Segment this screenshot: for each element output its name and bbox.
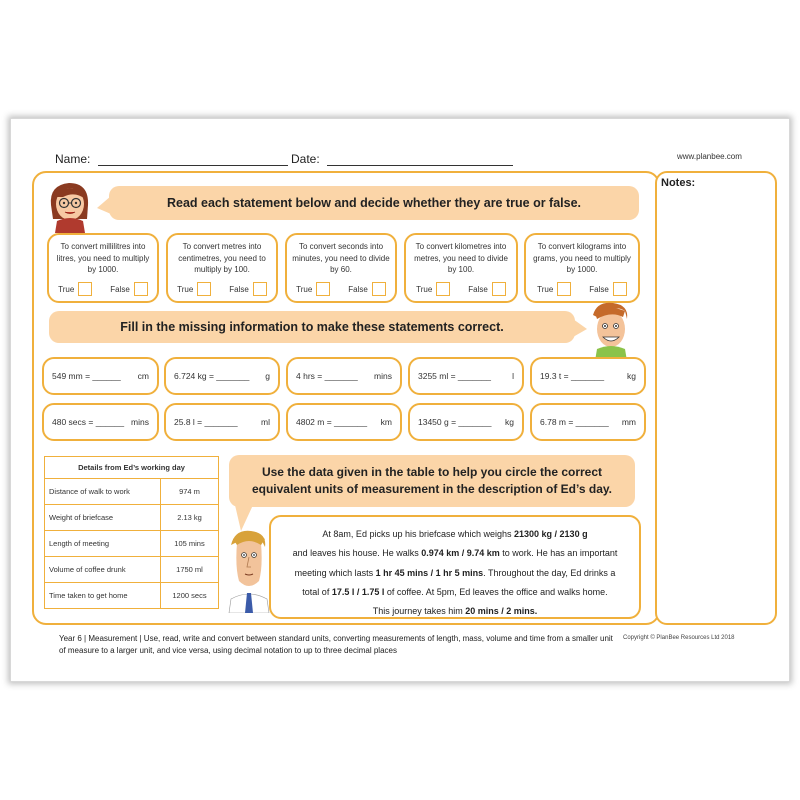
table-row	[45, 557, 219, 583]
story-part: of coffee. At 5pm, Ed leaves the office and walks home.	[384, 587, 608, 598]
conversion-box[interactable]	[164, 357, 280, 395]
false-checkbox[interactable]	[134, 282, 148, 296]
banner-circle-units	[229, 455, 635, 507]
true-checkbox[interactable]	[78, 282, 92, 296]
tf-statement: To convert kilograms into grams, you need to multiply by 1000.	[533, 242, 631, 275]
false-checkbox[interactable]	[372, 282, 386, 296]
conversion-box[interactable]	[42, 357, 159, 395]
website-text: www.planbee.com	[677, 152, 742, 161]
row-label: Time taken to get home	[45, 583, 161, 609]
table-row	[45, 583, 219, 609]
worksheet-page	[10, 118, 790, 682]
true-label: True	[58, 284, 75, 294]
conversion-box[interactable]	[164, 403, 280, 441]
row-value: 2.13 kg	[161, 505, 219, 531]
name-label: Name:	[55, 152, 91, 166]
conversion-box[interactable]	[408, 403, 524, 441]
conversion-question: 19.3 t = _______	[540, 371, 605, 381]
tf-statement: To convert millilitres into litres, you need to multiply by 1000.	[56, 242, 150, 275]
conversion-unit: kg	[627, 371, 636, 381]
answer-choice-coffee[interactable]: 17.5 l / 1.75 l	[331, 587, 385, 598]
tf-card-2	[166, 233, 278, 303]
conversion-question: 549 mm = ______	[52, 371, 121, 381]
date-label: Date:	[291, 152, 320, 166]
date-line	[327, 154, 513, 166]
boy-avatar	[585, 299, 635, 361]
true-label: True	[177, 284, 194, 294]
conversion-unit: km	[380, 417, 392, 427]
ed-details-table	[44, 456, 219, 609]
story-part: This journey takes him	[372, 606, 466, 617]
answer-choice-journey[interactable]: 20 mins / 2 mins.	[465, 606, 538, 617]
conversion-question: 4802 m = _______	[296, 417, 368, 427]
row-value: 1750 ml	[161, 557, 219, 583]
false-checkbox[interactable]	[253, 282, 267, 296]
conversion-question: 25.8 l = _______	[174, 417, 238, 427]
true-checkbox[interactable]	[316, 282, 330, 296]
name-field[interactable]	[55, 152, 288, 166]
conversion-question: 480 secs = ______	[52, 417, 125, 427]
row-value: 1200 secs	[161, 583, 219, 609]
banner-true-false	[109, 186, 639, 220]
conversion-box[interactable]	[286, 357, 402, 395]
conversion-question: 4 hrs = _______	[296, 371, 358, 381]
banner-circle-units-line2: equivalent units of measurement in the description of Ed’s day.	[251, 482, 613, 496]
table-title: Details from Ed’s working day	[45, 457, 219, 479]
tf-card-4	[404, 233, 518, 303]
row-label: Volume of coffee drunk	[45, 557, 161, 583]
answer-choice-walk[interactable]: 0.974 km / 9.74 km	[421, 548, 500, 559]
conversion-question: 3255 ml = _______	[418, 371, 492, 381]
true-label: True	[416, 284, 433, 294]
conversion-unit: g	[265, 371, 270, 381]
true-checkbox[interactable]	[436, 282, 450, 296]
row-value: 974 m	[161, 479, 219, 505]
false-checkbox[interactable]	[492, 282, 506, 296]
banner-true-false-text: Read each statement below and decide whether they are true or false.	[166, 195, 582, 210]
conversion-unit: mins	[374, 371, 392, 381]
false-checkbox[interactable]	[613, 282, 627, 296]
true-checkbox[interactable]	[557, 282, 571, 296]
banner-fill-in-text: Fill in the missing information to make these statements correct.	[120, 319, 504, 334]
answer-choice-meeting[interactable]: 1 hr 45 mins / 1 hr 5 mins	[375, 567, 484, 578]
conversion-question: 13450 g = _______	[418, 417, 492, 427]
row-label: Weight of briefcase	[45, 505, 161, 531]
table-row	[45, 479, 219, 505]
true-label: True	[537, 284, 554, 294]
conversion-unit: mm	[621, 417, 636, 427]
conversion-box[interactable]	[42, 403, 159, 441]
story-part: total of	[302, 587, 332, 598]
false-label: False	[468, 284, 488, 294]
tf-statement: To convert metres into centimetres, you need to multiply by 100.	[178, 242, 266, 275]
row-label: Length of meeting	[45, 531, 161, 557]
tf-card-5	[524, 233, 640, 303]
story-part: and leaves his house. He walks	[292, 548, 422, 559]
false-label: False	[348, 284, 368, 294]
story-text	[271, 517, 639, 622]
banner-circle-units-line1: Use the data given in the table to help you circle the correct	[261, 464, 603, 479]
conversion-unit: mins	[131, 417, 149, 427]
conversion-box[interactable]	[286, 403, 402, 441]
name-line	[98, 154, 288, 166]
story-part: . Throughout the day, Ed drinks a	[483, 567, 616, 578]
tf-card-3	[285, 233, 397, 303]
conversion-box[interactable]	[530, 403, 646, 441]
tf-statement: To convert seconds into minutes, you need to divide by 60.	[292, 242, 390, 275]
conversion-box[interactable]	[408, 357, 524, 395]
answer-choice-briefcase[interactable]: 21300 kg / 2130 g	[514, 529, 588, 539]
false-label: False	[589, 284, 609, 294]
conversion-unit: kg	[505, 417, 514, 427]
row-label: Distance of walk to work	[45, 479, 161, 505]
true-checkbox[interactable]	[197, 282, 211, 296]
conversion-box[interactable]	[530, 357, 646, 395]
false-label: False	[110, 284, 130, 294]
copyright-text: Copyright © PlanBee Resources Ltd 2018	[623, 635, 735, 641]
true-label: True	[296, 284, 313, 294]
conversion-unit: l	[512, 371, 514, 381]
table-row	[45, 531, 219, 557]
row-value: 105 mins	[161, 531, 219, 557]
date-field[interactable]	[291, 152, 513, 166]
conversion-unit: cm	[137, 371, 149, 381]
story-part: meeting which lasts	[294, 567, 376, 578]
false-label: False	[229, 284, 249, 294]
table-row	[45, 505, 219, 531]
curriculum-footer: Year 6 | Measurement | Use, read, write and convert between standard units, converting measurements of length, mass, volume and time from a smaller unit of measure to a larger unit, and vice versa, using decimal notation to up to three decimal places	[59, 634, 613, 655]
girl-avatar	[41, 177, 99, 233]
speech-tail-icon	[97, 196, 111, 214]
notes-title: Notes:	[661, 177, 696, 189]
conversion-unit: ml	[261, 417, 270, 427]
notes-panel[interactable]	[655, 171, 777, 625]
tf-card-1	[47, 233, 159, 303]
banner-fill-in	[49, 311, 575, 343]
story-part: At 8am, Ed picks up his briefcase which weighs	[322, 529, 515, 539]
tf-statement: To convert kilometres into metres, you need to divide by 100.	[414, 242, 508, 275]
conversion-question: 6.78 m = _______	[540, 417, 609, 427]
story-box	[269, 515, 641, 619]
story-part: to work. He has an important	[499, 548, 618, 559]
conversion-question: 6.724 kg = _______	[174, 371, 250, 381]
